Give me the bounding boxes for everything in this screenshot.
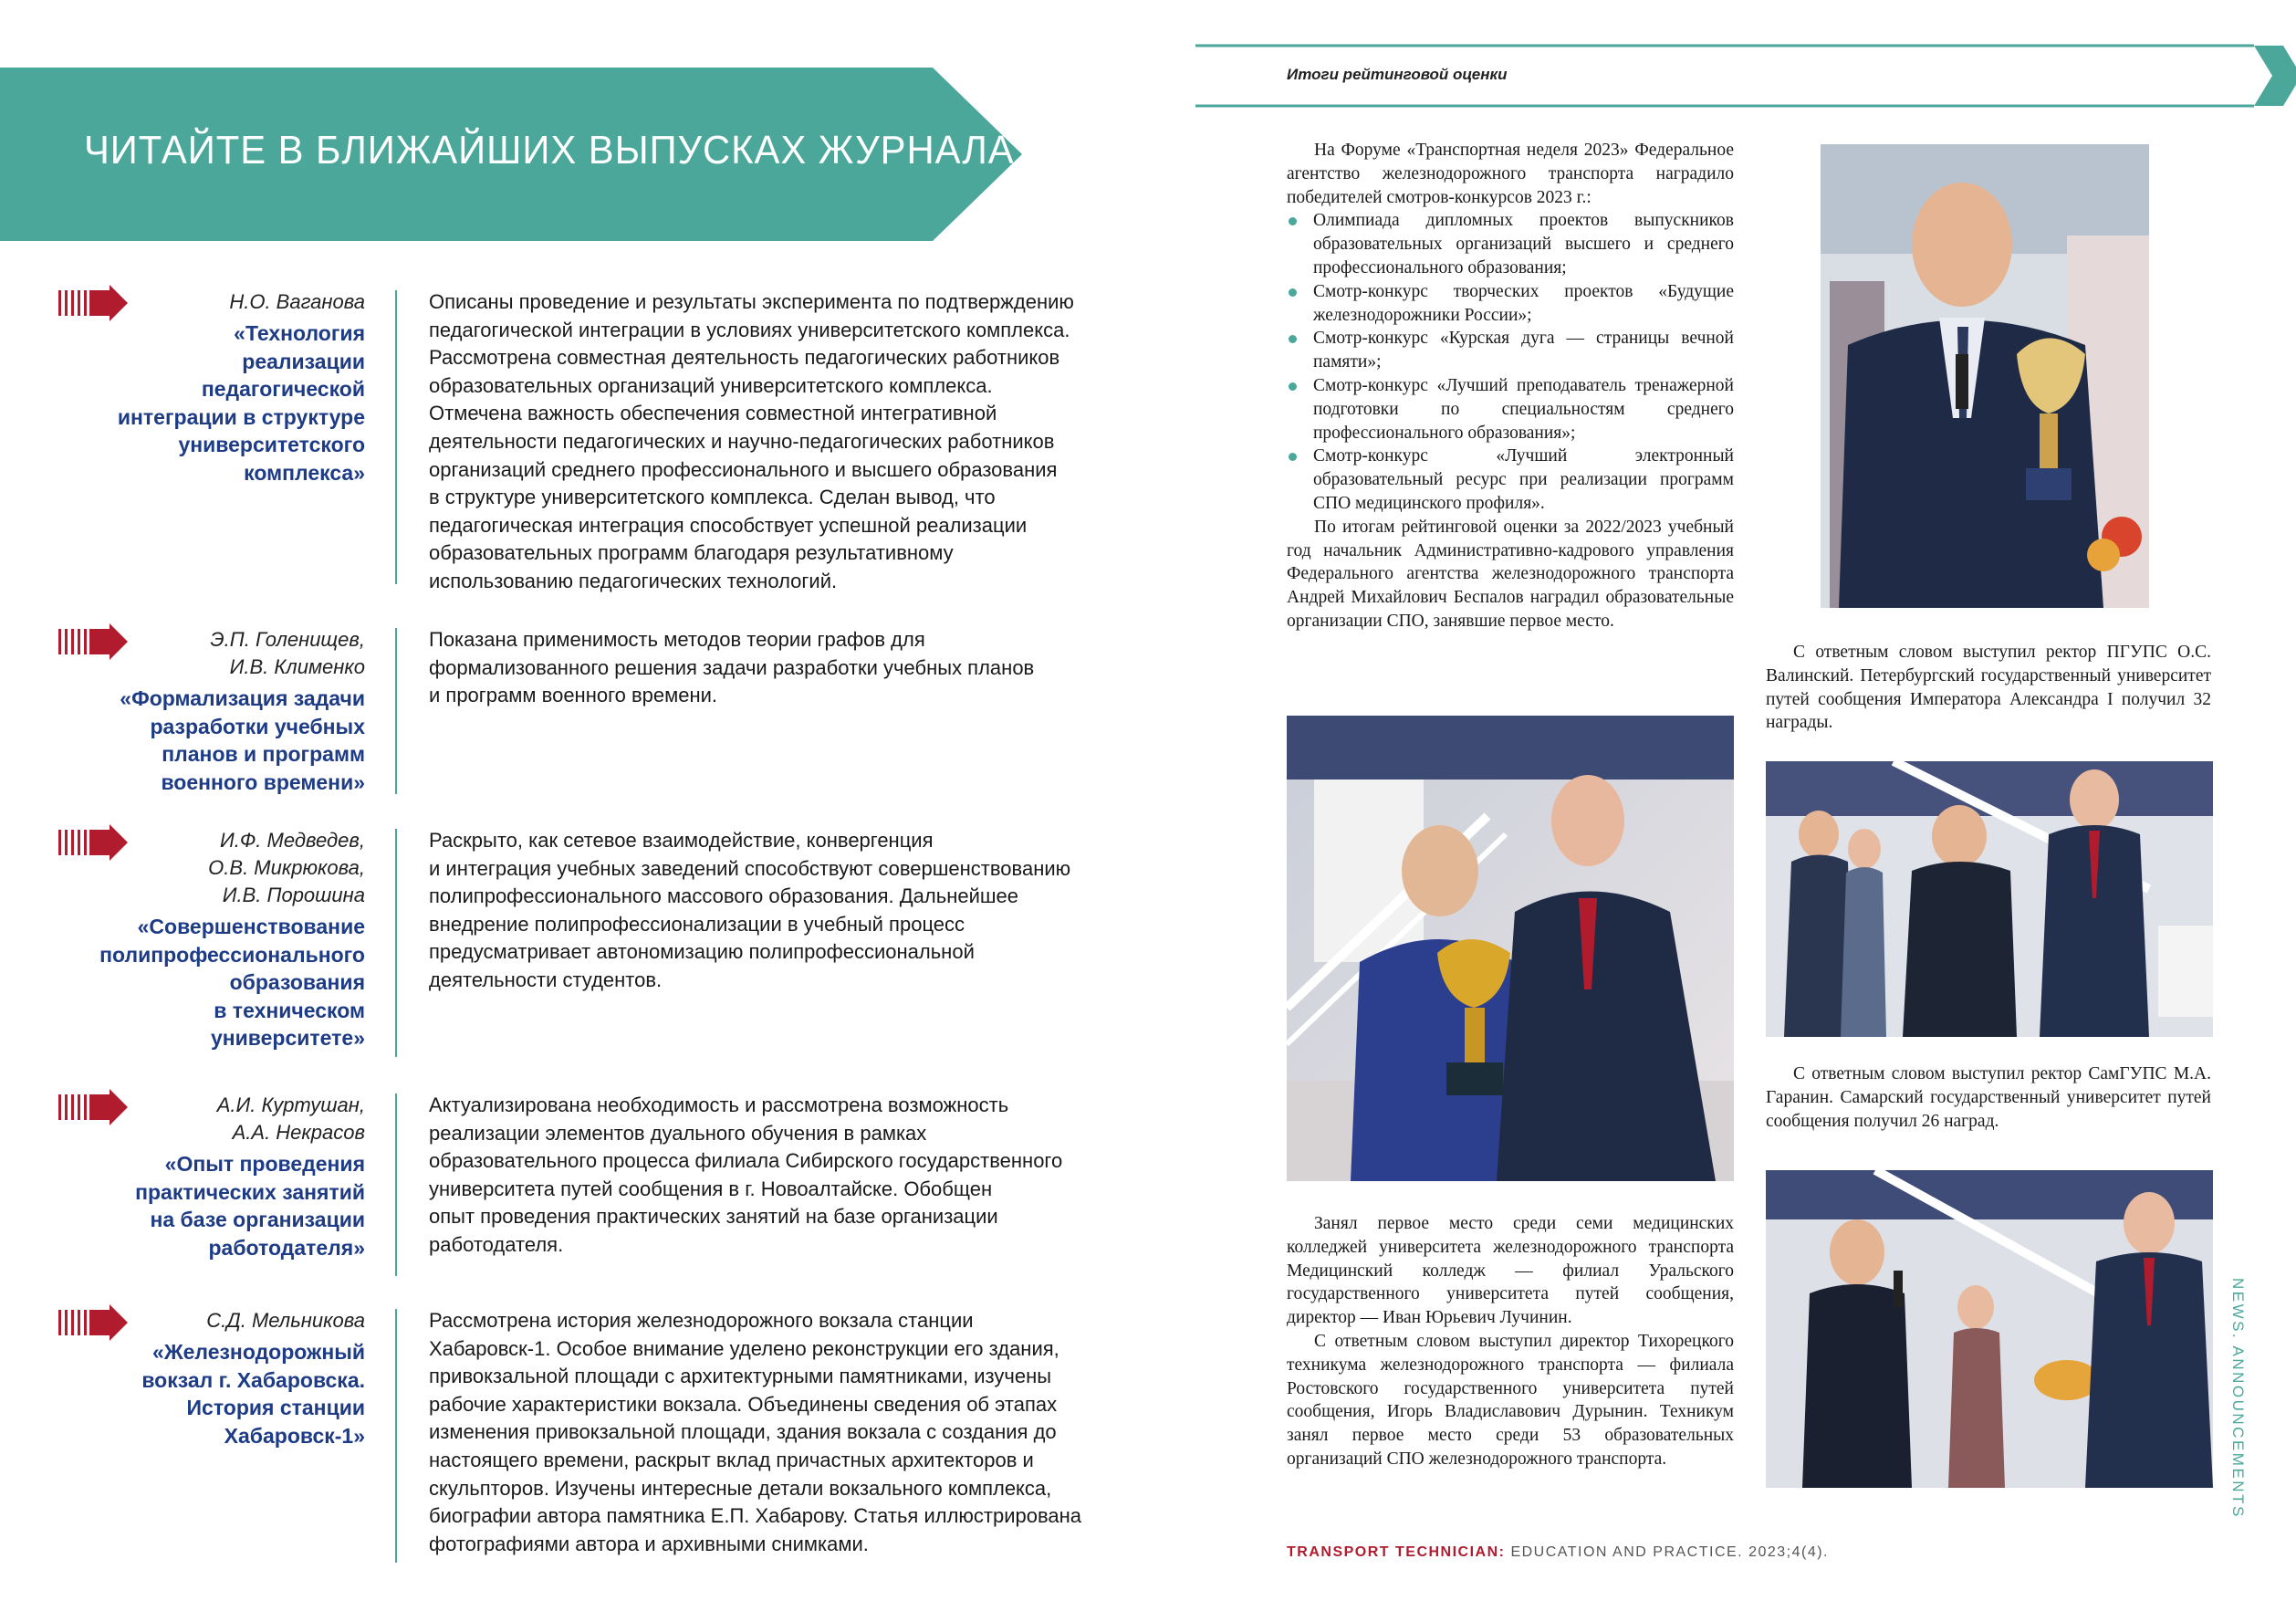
- photo-speaker-microphone: [1766, 1170, 2213, 1488]
- article-meta: [73, 827, 365, 1052]
- article-authors: И.Ф. Медведев, О.В. Микрюкова, И.В. Порошина: [208, 829, 365, 906]
- article-title: «Железнодорожный вокзал г. Хабаровска. История станции Хабаровск-1»: [141, 1340, 365, 1448]
- photo-award-ceremony: [1287, 716, 1734, 1181]
- article-meta: [73, 1092, 365, 1261]
- award-list: [1287, 209, 1734, 515]
- article-authors: А.И. Куртушан, А.А. Некрасов: [216, 1093, 365, 1144]
- article-title: «Технология реализации педагогической интеграции в структуре университетского комплекса»: [117, 321, 365, 485]
- article-title: «Совершенствование полипрофессионального образования в техническом университете»: [99, 915, 365, 1050]
- article-abstract: Актуализирована необходимость и рассмотрена возможность реализации элементов дуального обучения в рамках образовательного процесса филиала Сибирского государственного университета путей сообщения в г. Новоалтайске. Обобщен опыт проведения практических занятий на базе организации работодателя.: [429, 1093, 1063, 1256]
- intro-paragraph: На Форуме «Транспортная неделя 2023» Федеральное агентство железнодорожного транспорта наградило победителей смотров-конкурсов 2023 г.:: [1287, 141, 1734, 207]
- caption-pgups: [1766, 641, 2211, 735]
- footer-brand: TRANSPORT TECHNICIAN:: [1287, 1544, 1506, 1560]
- tikhoretsk-paragraph: С ответным словом выступил директор Тихорецкого техникума железнодорожного транспорта — филиала Ростовского государственного университета путей сообщения, Игорь Владиславович Дурынин. Техникум занял первое место среди 53 образовательных организаций СПО железнодорожного транспорта.: [1287, 1331, 1734, 1469]
- award-list-item: Олимпиада дипломных проектов выпускников образовательных организаций высшего и среднего профессионального образования;: [1287, 209, 1734, 279]
- photo-rector-trophy: [1821, 144, 2149, 608]
- footer-citation: EDUCATION AND PRACTICE. 2023;4(4).: [1505, 1544, 1829, 1560]
- medical-paragraph: Занял первое место среди семи медицинских колледжей университета железнодорожного транспорта Медицинский колледж — филиал Уральского государственного университета путей сообщения, директор — Иван Юрьевич Лучинин.: [1287, 1214, 1734, 1328]
- journal-footer: [1287, 1544, 1829, 1561]
- caption-samgups-text: С ответным словом выступил ректор СамГУПС М.А. Гаранин. Самарский государственный университет путей сообщения получил 26 наград.: [1766, 1064, 2211, 1131]
- article-title: «Формализация задачи разработки учебных планов и программ военного времени»: [120, 686, 365, 794]
- divider-line: [395, 628, 397, 794]
- divider-line: [395, 829, 397, 1057]
- award-list-item: Смотр-конкурс творческих проектов «Будущие железнодорожники России»;: [1287, 280, 1734, 328]
- article-abstract: Рассмотрена история железнодорожного вокзала станции Хабаровск-1. Особое внимание уделено реконструкции его здания, привокзальной площади с архитектурными памятниками, изучены рабочие характеристики вокзала. Объединены сведения об этапах изменения привокзальной площади, здания вокзала с создания до настоящего времени, раскрыт вклад причастных архитекторов и скульпторов. Изучены интересные детали вокзального комплекса, биографии автора памятника Е.П. Хабарову. Статья иллюстрирована фотографиями автора и архивными снимками.: [429, 1309, 1082, 1555]
- rating-paragraph: По итогам рейтинговой оценки за 2022/2023 учебный год начальник Административно-кадрового управления Федерального агентства железнодорожного транспорта Андрей Михайлович Беспалов наградил образовательные организации СПО, занявшие первое место.: [1287, 517, 1734, 631]
- caption-pgups-text: С ответным словом выступил ректор ПГУПС О.С. Валинский. Петербургский государственный университет путей сообщения Императора Александра I получил 32 награды.: [1766, 643, 2211, 733]
- article-title: «Опыт проведения практических занятий на базе организации работодателя»: [135, 1152, 365, 1260]
- article-abstract: Показана применимость методов теории графов для формализованного решения задачи разработки учебных планов и программ военного времени.: [429, 628, 1035, 707]
- side-section-label: NEWS. ANNOUNCEMENTS: [2229, 1278, 2247, 1519]
- divider-line: [395, 1093, 397, 1276]
- article-abstract: Раскрыто, как сетевое взаимодействие, конвергенция и интеграция учебных заведений способствуют совершенствованию полипрофессионального массового образования. Дальнейшее внедрение полипрофессионализации в учебный процесс предусматривает автономизацию полипрофессиональной деятельности студентов.: [429, 829, 1071, 991]
- intro-column: [1287, 139, 1734, 633]
- article-authors: Н.О. Ваганова: [229, 290, 365, 313]
- award-list-item: Смотр-конкурс «Лучший преподаватель тренажерной подготовки по специальностям среднего профессионального образования»;: [1287, 374, 1734, 445]
- award-list-item: Смотр-конкурс «Курская дуга — страницы вечной памяти»;: [1287, 327, 1734, 374]
- medical-text-column: [1287, 1212, 1734, 1471]
- divider-line: [395, 290, 397, 584]
- caption-samgups: [1766, 1062, 2211, 1133]
- banner-title: ЧИТАЙТЕ В БЛИЖАЙШИХ ВЫПУСКАХ ЖУРНАЛА...: [84, 128, 1049, 173]
- photo-group-stage: [1766, 761, 2213, 1037]
- award-list-item: Смотр-конкурс «Лучший электронный образовательный ресурс при реализации программ СПО медицинского профиля».: [1287, 445, 1734, 515]
- article-authors: Э.П. Голенищев, И.В. Клименко: [210, 628, 365, 678]
- article-abstract: Описаны проведение и результаты эксперимента по подтверждению педагогической интеграции в условиях университетского комплекса. Рассмотрена совместная деятельность педагогических работников образовательных организаций университетского комплекса. Отмечена важность обеспечения совместной интегративной деятельности педагогических и научно-педагогических работников организаций среднего профессионального и высшего образования в структуре университетского комплекса. Сделан вывод, что педагогическая интеграция способствует успешной реализации образовательных программ благодаря результативному использованию педагогических технологий.: [429, 290, 1074, 592]
- article-meta: [73, 1307, 365, 1449]
- article-meta: [73, 626, 365, 796]
- article-authors: С.Д. Мельникова: [206, 1309, 365, 1332]
- divider-line: [395, 1309, 397, 1563]
- section-header-title: Итоги рейтинговой оценки: [1287, 66, 1508, 83]
- article-meta: [73, 288, 365, 487]
